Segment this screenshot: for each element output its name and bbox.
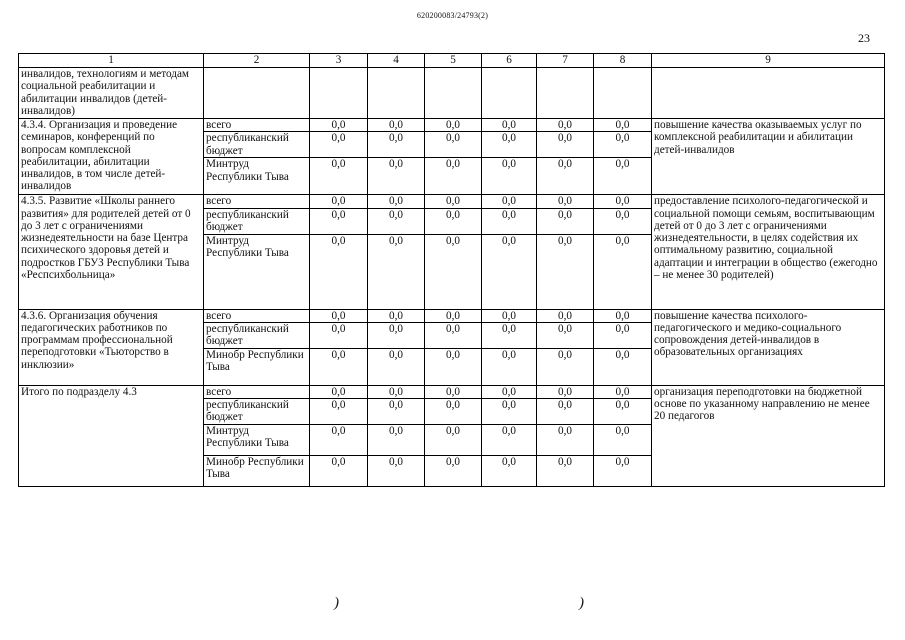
column-header: 6 (482, 54, 537, 68)
funding-value: 0,0 (594, 348, 652, 385)
funding-source: республиканский бюджет (204, 208, 310, 234)
column-header: 3 (310, 54, 368, 68)
funding-value: 0,0 (594, 425, 652, 456)
funding-value: 0,0 (537, 456, 594, 487)
funding-value: 0,0 (537, 132, 594, 158)
measure-name: 4.3.6. Организация обучения педагогических работников по программам профессиональной переподготовки «Тьюторство в инклюзии» (19, 309, 204, 385)
funding-source: Минобр Республики Тыва (204, 348, 310, 385)
funding-value: 0,0 (368, 425, 425, 456)
funding-value: 0,0 (482, 399, 537, 425)
funding-value: 0,0 (425, 234, 482, 309)
funding-value: 0,0 (537, 234, 594, 309)
funding-value: 0,0 (482, 385, 537, 398)
empty-cell (652, 68, 885, 119)
funding-value: 0,0 (594, 195, 652, 208)
header-row (19, 54, 885, 68)
funding-value: 0,0 (482, 322, 537, 348)
funding-value: 0,0 (594, 456, 652, 487)
funding-value: 0,0 (594, 234, 652, 309)
empty-cell (368, 68, 425, 119)
column-header: 9 (652, 54, 885, 68)
funding-value: 0,0 (594, 119, 652, 132)
empty-cell (537, 68, 594, 119)
funding-value: 0,0 (368, 195, 425, 208)
funding-value: 0,0 (594, 322, 652, 348)
funding-value: 0,0 (482, 195, 537, 208)
table-row (19, 385, 885, 398)
funding-value: 0,0 (310, 348, 368, 385)
empty-cell (310, 68, 368, 119)
funding-value: 0,0 (425, 119, 482, 132)
empty-cell (482, 68, 537, 119)
funding-source: всего (204, 195, 310, 208)
column-header: 7 (537, 54, 594, 68)
funding-value: 0,0 (310, 234, 368, 309)
funding-value: 0,0 (368, 208, 425, 234)
funding-value: 0,0 (537, 399, 594, 425)
expected-result: организация переподготовки на бюджетной основе по указанному направлению не менее 20 педагогов (652, 385, 885, 486)
column-header: 8 (594, 54, 652, 68)
table-row (19, 309, 885, 322)
funding-value: 0,0 (425, 158, 482, 195)
funding-value: 0,0 (537, 322, 594, 348)
funding-value: 0,0 (482, 309, 537, 322)
funding-value: 0,0 (594, 385, 652, 398)
funding-value: 0,0 (425, 322, 482, 348)
funding-value: 0,0 (425, 425, 482, 456)
funding-value: 0,0 (537, 425, 594, 456)
funding-value: 0,0 (482, 234, 537, 309)
funding-value: 0,0 (594, 309, 652, 322)
funding-value: 0,0 (537, 208, 594, 234)
funding-value: 0,0 (425, 348, 482, 385)
page-number: 23 (858, 31, 870, 45)
funding-value: 0,0 (310, 425, 368, 456)
funding-value: 0,0 (482, 425, 537, 456)
empty-cell (594, 68, 652, 119)
funding-value: 0,0 (368, 158, 425, 195)
expected-result: предоставление психолого-педагогической и социальной помощи семьям, воспитывающим детей от 0 до 3 лет с ограничениями жизнедеятельности, в целях содействия их оптимальному развитию, социальной адаптации и интеграции в общество (ежегодно – не менее 30 родителей) (652, 195, 885, 309)
funding-value: 0,0 (594, 158, 652, 195)
table-row (19, 119, 885, 132)
funding-value: 0,0 (537, 348, 594, 385)
empty-cell (425, 68, 482, 119)
funding-value: 0,0 (368, 322, 425, 348)
funding-value: 0,0 (537, 309, 594, 322)
funding-value: 0,0 (594, 208, 652, 234)
measure-name: 4.3.4. Организация и проведение семинаров, конференций по вопросам комплексной реабилитации, абилитации инвалидов, в том числе детей-инвалидов (19, 119, 204, 195)
funding-value: 0,0 (482, 456, 537, 487)
funding-value: 0,0 (368, 132, 425, 158)
measure-name: инвалидов, технологиям и методам социальной реабилитации и абилитации инвалидов (детей-инвалидов) (19, 68, 204, 119)
funding-value: 0,0 (368, 309, 425, 322)
funding-value: 0,0 (482, 132, 537, 158)
funding-value: 0,0 (368, 399, 425, 425)
funding-value: 0,0 (368, 348, 425, 385)
table-row (19, 195, 885, 208)
funding-source: Минтруд Республики Тыва (204, 425, 310, 456)
funding-value: 0,0 (537, 158, 594, 195)
column-header: 4 (368, 54, 425, 68)
funding-value: 0,0 (537, 195, 594, 208)
document-id: 620200083/24793(2) (416, 11, 489, 20)
funding-source: всего (204, 119, 310, 132)
funding-value: 0,0 (425, 309, 482, 322)
funding-value: 0,0 (310, 208, 368, 234)
funding-source: республиканский бюджет (204, 399, 310, 425)
funding-source: всего (204, 385, 310, 398)
funding-source: Минтруд Республики Тыва (204, 234, 310, 309)
funding-value: 0,0 (594, 132, 652, 158)
funding-value: 0,0 (310, 456, 368, 487)
funding-value: 0,0 (310, 195, 368, 208)
funding-value: 0,0 (537, 119, 594, 132)
funding-value: 0,0 (368, 456, 425, 487)
funding-value: 0,0 (368, 119, 425, 132)
funding-value: 0,0 (482, 119, 537, 132)
funding-value: 0,0 (310, 385, 368, 398)
funding-source: республиканский бюджет (204, 132, 310, 158)
funding-value: 0,0 (482, 348, 537, 385)
funding-value: 0,0 (368, 385, 425, 398)
continuation-row (19, 68, 885, 119)
funding-value: 0,0 (310, 322, 368, 348)
measure-name: Итого по подразделу 4.3 (19, 385, 204, 486)
funding-value: 0,0 (425, 399, 482, 425)
handwritten-mark: ) (579, 595, 584, 611)
funding-value: 0,0 (425, 456, 482, 487)
funding-value: 0,0 (310, 309, 368, 322)
funding-value: 0,0 (425, 132, 482, 158)
program-table (18, 53, 885, 487)
funding-value: 0,0 (425, 208, 482, 234)
funding-value: 0,0 (310, 399, 368, 425)
funding-value: 0,0 (310, 158, 368, 195)
funding-source: всего (204, 309, 310, 322)
expected-result: повышение качества оказываемых услуг по комплексной реабилитации и абилитации детей-инвалидов (652, 119, 885, 195)
expected-result: повышение качества психолого-педагогического и медико-социального сопровождения детей-инвалидов в образовательных организациях (652, 309, 885, 385)
funding-source: Минтруд Республики Тыва (204, 158, 310, 195)
funding-value: 0,0 (537, 385, 594, 398)
handwritten-mark: ) (334, 595, 339, 611)
funding-source: Минобр Республики Тыва (204, 456, 310, 487)
funding-value: 0,0 (594, 399, 652, 425)
column-header: 2 (204, 54, 310, 68)
column-header: 5 (425, 54, 482, 68)
funding-source: республиканский бюджет (204, 322, 310, 348)
empty-cell (204, 68, 310, 119)
funding-value: 0,0 (368, 234, 425, 309)
measure-name: 4.3.5. Развитие «Школы раннего развития» для родителей детей от 0 до 3 лет с ограничениями жизнедеятельности на базе Центра психического здоровья детей и подростков ГБУЗ Республики Тыва «Респсихбольница» (19, 195, 204, 309)
funding-value: 0,0 (425, 385, 482, 398)
funding-value: 0,0 (310, 132, 368, 158)
funding-value: 0,0 (482, 208, 537, 234)
funding-value: 0,0 (482, 158, 537, 195)
column-header: 1 (19, 54, 204, 68)
funding-value: 0,0 (310, 119, 368, 132)
funding-value: 0,0 (425, 195, 482, 208)
